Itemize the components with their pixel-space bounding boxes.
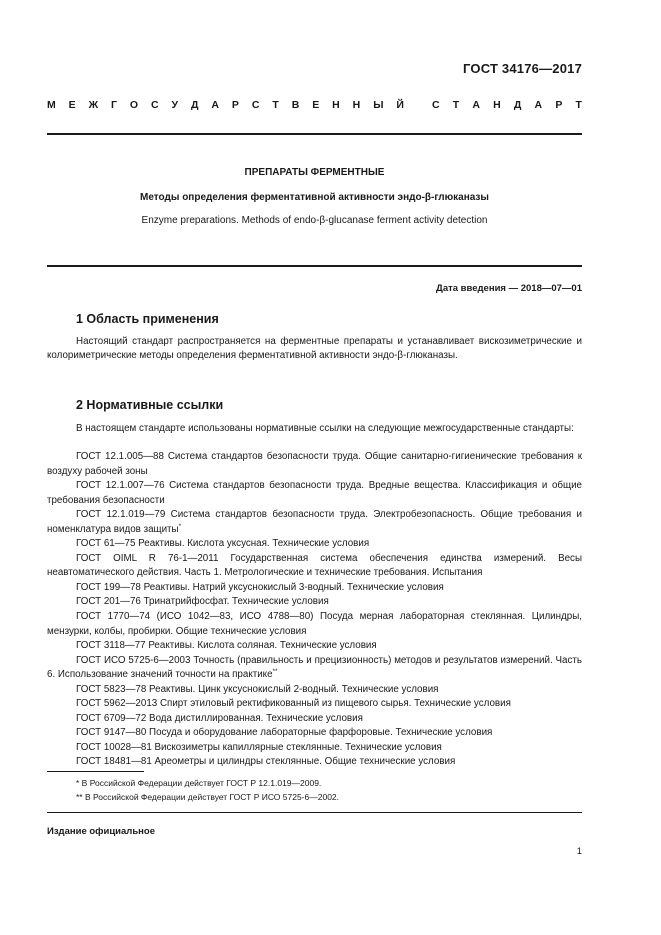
letter: Г (111, 99, 117, 111)
letter: С (251, 99, 260, 111)
reference-text: ГОСТ 199—78 Реактивы. Натрий уксуснокислый 3-водный. Технические условия (76, 581, 444, 593)
reference-text: ГОСТ 5823—78 Реактивы. Цинк уксуснокислый 2-водный. Технические условия (76, 683, 439, 695)
letter: С (151, 99, 159, 111)
reference-item (47, 450, 582, 479)
reference-item (47, 595, 582, 610)
footnote-2: ** В Российской Федерации действует ГОСТ Р ИСО 5725-6—2002. (76, 792, 340, 802)
letter: А (211, 99, 219, 111)
letter: Н (332, 99, 340, 111)
reference-item (47, 552, 582, 581)
title-rule (47, 265, 582, 267)
reference-item (47, 741, 582, 756)
reference-text: ГОСТ ИСО 5725-6—2003 Точность (правильность и прецизионность) методов и результатов измерений. Часть 6. Использование значений точности на практике (47, 654, 582, 681)
section-1-text (47, 335, 582, 363)
reference-text: ГОСТ 18481—81 Ареометры и цилиндры стеклянные. Общие технические условия (76, 756, 456, 768)
reference-item (47, 581, 582, 596)
reference-text: ГОСТ 61—75 Реактивы. Кислота уксусная. Технические условия (76, 538, 370, 550)
letter: Н (352, 99, 361, 111)
letter: С (432, 99, 440, 111)
letter: А (534, 99, 543, 111)
document-subtitle: Методы определения ферментативной активности эндо-β-глюканазы (140, 192, 489, 203)
gost-number: ГОСТ 34176—2017 (463, 61, 582, 76)
document-title-english: Enzyme preparations. Methods of endo-β-glucanase ferment activity detection (141, 215, 488, 226)
reference-text: ГОСТ 1770—74 (ИСО 1042—83, ИСО 4788—80) Посуда мерная лабораторная стеклянная. Цилиндры, мензурки, колбы, пробирки. Общие технические условия (47, 611, 582, 637)
section-2-intro (47, 422, 582, 436)
reference-item (47, 479, 582, 508)
reference-text: ГОСТ 10028—81 Вискозиметры капиллярные стеклянные. Технические условия (76, 741, 442, 753)
reference-text: ГОСТ 9147—80 Посуда и оборудование лабораторные фарфоровые. Технические условия (76, 727, 493, 739)
introduction-date: Дата введения — 2018—07—01 (436, 283, 582, 294)
letter: Н (493, 99, 501, 111)
section-1-heading: 1 Область применения (76, 312, 219, 326)
letter: Т (452, 99, 460, 111)
letter: О (129, 99, 139, 111)
footnote-marker: * (178, 522, 182, 530)
letter: М (47, 99, 56, 111)
section-2-heading: 2 Нормативные ссылки (76, 398, 224, 412)
reference-text: ГОСТ OIML R 76-1—2011 Государственная система обеспечения единства измерений. Весы неавтоматического действия. Часть 1. Метрологические и технические требования. Испытания (47, 552, 582, 579)
reference-text: ГОСТ 12.1.019—79 Система стандартов безопасности труда. Электробезопасность. Общие требования и номенклатура видов защиты (47, 509, 582, 535)
header-rule (47, 133, 582, 135)
letter: Д (190, 99, 199, 111)
letter: У (171, 99, 179, 111)
section-1-paragraph: Настоящий стандарт распространяется на ферментные препараты и устанавливает вискозиметрические и колориметрические методы определения ферментативной активности эндо-β-глюканазы. (47, 336, 582, 362)
letter: Т (575, 99, 582, 111)
letter: Ы (373, 99, 384, 111)
page-number: 1 (576, 846, 582, 857)
official-edition-label: Издание официальное (47, 826, 155, 837)
reference-item (47, 755, 582, 770)
reference-text: ГОСТ 6709—72 Вода дистиллированная. Технические условия (76, 712, 363, 724)
standard-word-standard (432, 99, 582, 111)
footnote-marker: ** (272, 668, 278, 676)
footnote-rule (47, 771, 144, 772)
reference-item (47, 712, 582, 727)
letter: Р (231, 99, 239, 111)
reference-text: ГОСТ 3118—77 Реактивы. Кислота соляная. Технические условия (76, 640, 377, 652)
reference-item (47, 610, 582, 639)
reference-item (47, 537, 582, 552)
document-title: ПРЕПАРАТЫ ФЕРМЕНТНЫЕ (244, 167, 385, 178)
footnote-1: * В Российской Федерации действует ГОСТ Р 12.1.019—2009. (76, 778, 322, 788)
reference-text: ГОСТ 12.1.005—88 Система стандартов безопасности труда. Общие санитарно-гигиенические требования к воздуху рабочей зоны (47, 451, 582, 477)
letter: Е (68, 99, 76, 111)
reference-item (47, 639, 582, 654)
reference-item (47, 697, 582, 712)
reference-text: ГОСТ 201—76 Тринатрийфосфат. Технические условия (76, 596, 329, 608)
reference-item (47, 508, 582, 537)
standard-word-interstate (47, 99, 404, 111)
reference-text: ГОСТ 5962—2013 Спирт этиловый ректификованный из пищевого сырья. Технические условия (76, 698, 511, 710)
letter: Е (312, 99, 320, 111)
standard-type-line (47, 99, 582, 111)
letter: Р (555, 99, 563, 111)
letter: Й (396, 99, 404, 111)
reference-item (47, 654, 582, 683)
reference-item (47, 726, 582, 741)
letter: В (291, 99, 300, 111)
reference-text: ГОСТ 12.1.007—76 Система стандартов безопасности труда. Вредные вещества. Классификация и общие требования безопасности (47, 480, 582, 506)
footer-rule (47, 812, 582, 813)
normative-references-list (47, 450, 582, 770)
letter: Д (513, 99, 522, 111)
footnotes (76, 776, 339, 804)
reference-item (47, 683, 582, 698)
letter: А (472, 99, 480, 111)
section-2-intro-paragraph: В настоящем стандарте использованы нормативные ссылки на следующие межгосударственные стандарты: (76, 423, 574, 434)
letter: Ж (88, 99, 99, 111)
letter: Т (272, 99, 279, 111)
